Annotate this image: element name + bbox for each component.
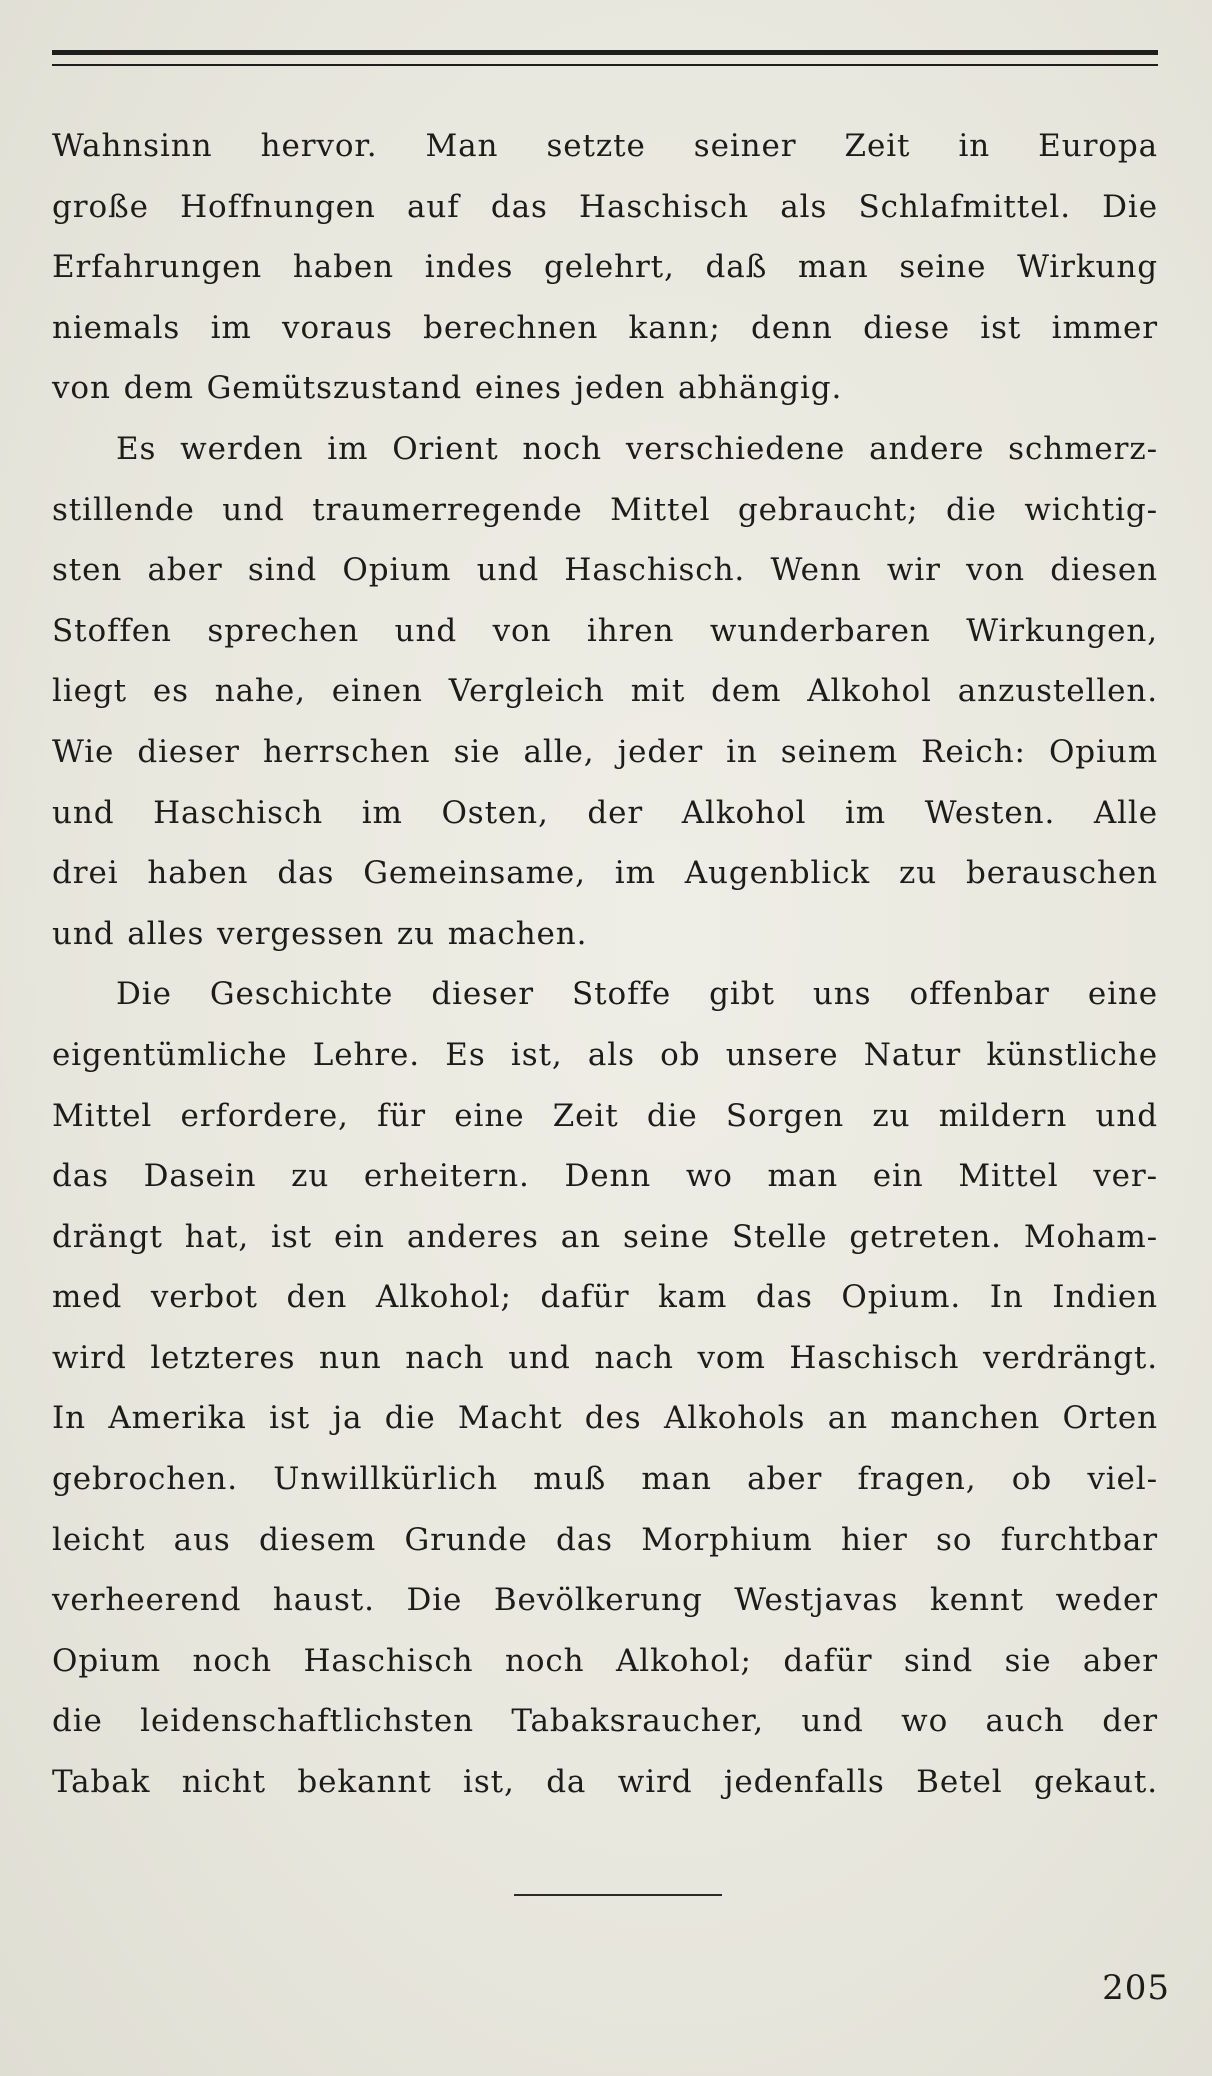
- text-line: Erfahrungen haben indes gelehrt, daß man seine Wirkung: [52, 249, 1158, 286]
- text-line: niemals im voraus berechnen kann; denn diese ist immer: [52, 309, 1158, 346]
- text-line: und alles vergessen zu machen.: [52, 915, 588, 952]
- text-line: und Haschisch im Osten, der Alkohol im Westen. Alle: [52, 794, 1158, 831]
- text-line: Stoffen sprechen und von ihren wunderbaren Wirkungen,: [52, 612, 1158, 649]
- paragraph-3: [52, 964, 1158, 1812]
- paragraph-1: [52, 116, 1158, 419]
- text-line: drängt hat, ist ein anderes an seine Stelle getreten. Moham-: [52, 1218, 1158, 1255]
- footer-rule: [514, 1894, 722, 1896]
- header-rule-thick: [52, 50, 1158, 55]
- text-line: Mittel erfordere, für eine Zeit die Sorgen zu mildern und: [52, 1097, 1158, 1134]
- text-line: Wie dieser herrschen sie alle, jeder in seinem Reich: Opium: [52, 733, 1158, 770]
- text-line: Wahnsinn hervor. Man setzte seiner Zeit in Europa: [52, 128, 1158, 164]
- paragraph-2: [52, 419, 1158, 964]
- text-line: med verbot den Alkohol; dafür kam das Opium. In Indien: [52, 1279, 1158, 1316]
- text-line: Es werden im Orient noch verschiedene andere schmerz-: [116, 430, 1158, 467]
- text-line: Tabak nicht bekannt ist, da wird jedenfalls Betel gekaut.: [52, 1764, 1158, 1801]
- text-line: Opium noch Haschisch noch Alkohol; dafür sind sie aber: [52, 1642, 1158, 1679]
- header-rule-thin: [52, 64, 1158, 66]
- text-line: liegt es nahe, einen Vergleich mit dem Alkohol anzustellen.: [52, 673, 1158, 710]
- text-line: In Amerika ist ja die Macht des Alkohols an manchen Orten: [52, 1400, 1158, 1437]
- text-line: das Dasein zu erheitern. Denn wo man ein Mittel ver-: [52, 1158, 1158, 1195]
- text-line: leicht aus diesem Grunde das Morphium hier so furchtbar: [52, 1521, 1158, 1558]
- text-line: die leidenschaftlichsten Tabaksraucher, und wo auch der: [52, 1703, 1158, 1740]
- text-line: sten aber sind Opium und Haschisch. Wenn wir von diesen: [52, 552, 1158, 589]
- page-number: 205: [1102, 1968, 1170, 2008]
- text-line: Die Geschichte dieser Stoffe gibt uns offenbar eine: [116, 976, 1158, 1013]
- text-line: stillende und traumerregende Mittel gebraucht; die wichtig-: [52, 491, 1158, 528]
- text-line: große Hoffnungen auf das Haschisch als Schlafmittel. Die: [52, 188, 1158, 225]
- text-line: drei haben das Gemeinsame, im Augenblick zu berauschen: [52, 855, 1158, 892]
- text-line: wird letzteres nun nach und nach vom Haschisch verdrängt.: [52, 1339, 1158, 1376]
- text-line: eigentümliche Lehre. Es ist, als ob unsere Natur künstliche: [52, 1036, 1158, 1073]
- body-text: [52, 116, 1158, 1813]
- text-line: verheerend haust. Die Bevölkerung Westjavas kennt weder: [52, 1582, 1158, 1619]
- text-line: gebrochen. Unwillkürlich muß man aber fragen, ob viel-: [52, 1461, 1158, 1498]
- text-line: von dem Gemütszustand eines jeden abhängig.: [52, 370, 843, 407]
